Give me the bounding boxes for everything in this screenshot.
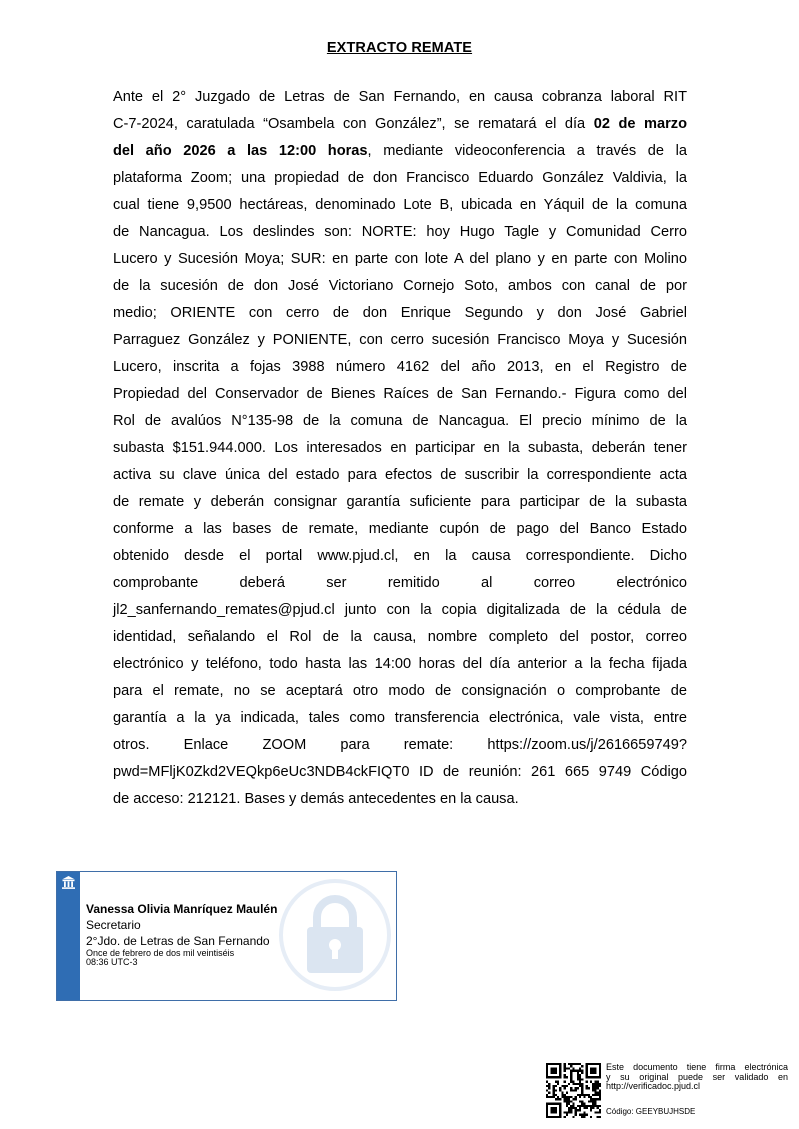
verification-url[interactable]: http://verificadoc.pjud.cl	[606, 1081, 701, 1091]
text-segment: jl2_sanfernando_remates@pjud.cl junto con la copia digitalizada de la cédula de	[113, 602, 687, 618]
signature-date: Once de febrero de dos mil veintiséis	[86, 948, 235, 958]
body-line	[113, 597, 687, 624]
document-title: EXTRACTO REMATE	[326, 40, 473, 56]
text-segment: subasta $151.944.000. Los interesados en participar en la subasta, deberán tener	[113, 440, 687, 456]
text-segment: garantía a la ya indicada, tales como transferencia electrónica, vale vista, entre	[113, 710, 687, 726]
body-line	[113, 678, 687, 705]
body-line	[113, 759, 687, 786]
body-line	[113, 381, 687, 408]
body-line	[113, 570, 687, 597]
body-line	[113, 354, 687, 381]
signer-role: Secretario	[86, 918, 141, 932]
text-segment: para el remate, no se aceptará otro modo de consignación o comprobante de	[113, 683, 687, 699]
text-segment: de remate y deberán consignar garantía suficiente para participar de la subasta	[113, 494, 687, 510]
body-line	[113, 138, 687, 165]
lock-icon	[277, 877, 393, 993]
signature-time: 08:36 UTC-3	[86, 957, 138, 967]
text-segment: Lucero, inscrita a fojas 3988 número 4162 del año 2013, en el Registro de	[113, 359, 687, 375]
verification-line-2: y su original puede ser validado en	[606, 1071, 788, 1082]
signature-box	[56, 871, 397, 1001]
text-segment: Lucero y Sucesión Moya; SUR: en parte con lote A del plano y en parte con Molino	[113, 251, 687, 267]
text-segment: activa su clave única del estado para efectos de suscribir la correspondiente acta	[113, 467, 687, 483]
body-line	[113, 786, 687, 813]
text-segment: de Nancagua. Los deslindes son: NORTE: hoy Hugo Tagle y Comunidad Cerro	[113, 224, 687, 240]
body-line	[113, 624, 687, 651]
body-line	[113, 84, 687, 111]
text-segment: pwd=MFljK0Zkd2VEQkp6eUc3NDB4ckFIQT0 ID de reunión: 261 665 9749 Código	[113, 764, 687, 780]
body-line	[113, 246, 687, 273]
text-segment: Rol de avalúos N°135-98 de la comuna de Nancagua. El precio mínimo de la	[113, 413, 687, 429]
text-segment: cual tiene 9,9500 hectáreas, denominado Lote B, ubicada en Yáquil de la comuna	[113, 197, 687, 213]
body-line	[113, 165, 687, 192]
signature-details	[86, 902, 277, 967]
body-line	[113, 111, 687, 138]
text-segment: conforme a las bases de remate, mediante cupón de pago del Banco Estado	[113, 521, 687, 537]
document-body	[113, 84, 687, 813]
text-segment: medio; ORIENTE con cerro de don Enrique Segundo y don José Gabriel	[113, 305, 687, 321]
text-segment: Propiedad del Conservador de Bienes Raíces de San Fernando.- Figura como del	[113, 386, 687, 402]
body-line	[113, 705, 687, 732]
body-line	[113, 192, 687, 219]
verification-code: Código: GEEYBUJHSDE	[606, 1107, 696, 1116]
text-segment: comprobante deberá ser remitido al correo electrónico	[113, 575, 687, 591]
body-line	[113, 435, 687, 462]
text-segment: obtenido desde el portal www.pjud.cl, en la causa correspondiente. Dicho	[113, 548, 687, 564]
text-segment: Ante el 2° Juzgado de Letras de San Fernando, en causa cobranza laboral RIT	[113, 89, 687, 105]
body-line	[113, 516, 687, 543]
bold-text: del año 2026 a las 12:00 horas	[113, 143, 368, 159]
body-line	[113, 543, 687, 570]
body-line	[113, 732, 687, 759]
text-segment: de la sucesión de don José Victoriano Cornejo Soto, ambos con canal de por	[113, 278, 687, 294]
verification-text	[606, 1063, 788, 1092]
text-segment: plataforma Zoom; una propiedad de don Francisco Eduardo González Valdivia, la	[113, 170, 687, 186]
text-segment: otros. Enlace ZOOM para remate: https://zoom.us/j/2616659749?	[113, 737, 687, 753]
text-segment: C-7-2024, caratulada “Osambela con González”, se rematará el día	[113, 116, 594, 132]
bold-text: 02 de marzo	[593, 116, 687, 132]
body-line	[113, 327, 687, 354]
body-line	[113, 651, 687, 678]
bank-building-icon	[61, 875, 76, 890]
body-line	[113, 489, 687, 516]
signature-strip	[57, 872, 80, 1000]
text-segment: Parraguez González y PONIENTE, con cerro sucesión Francisco Moya y Sucesión	[113, 332, 687, 348]
verification-line-1: Este documento tiene firma electrónica	[606, 1062, 788, 1072]
body-line	[113, 219, 687, 246]
text-segment: electrónico y teléfono, todo hasta las 14:00 horas del día anterior a la fecha fijada	[113, 656, 687, 672]
body-line	[113, 408, 687, 435]
body-line	[113, 462, 687, 489]
body-line	[113, 300, 687, 327]
qr-code-icon[interactable]	[546, 1063, 601, 1118]
text-segment: de acceso: 212121. Bases y demás antecedentes en la causa.	[113, 791, 519, 807]
text-segment: identidad, señalando el Rol de la causa, nombre completo del postor, correo	[113, 629, 687, 645]
signer-name: Vanessa Olivia Manríquez Maulén	[86, 902, 278, 916]
body-line	[113, 273, 687, 300]
signer-organization: 2°Jdo. de Letras de San Fernando	[86, 934, 270, 948]
text-segment: , mediante videoconferencia a través de la	[367, 143, 687, 159]
